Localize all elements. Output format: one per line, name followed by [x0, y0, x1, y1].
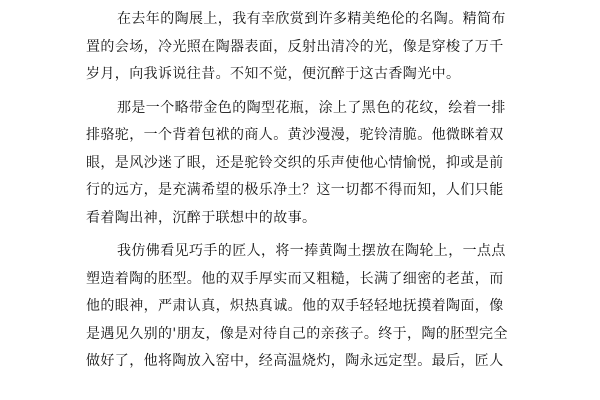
text-line: 在去年的陶展上，我有幸欣赏到许多精美绝伦的名陶。精简布 [117, 11, 506, 27]
text-line: 岁月，向我诉说往昔。不知不觉，便沉醉于这古香陶光中。 [86, 66, 461, 82]
article-body [86, 6, 520, 376]
text-line: 那是一个略带金色的陶型花瓶，涂上了黑色的花纹，绘着一排 [117, 99, 506, 116]
text-line: 眼，是风沙迷了眼，还是驼铃交织的乐声使他心情愉悦，抑或是前 [86, 154, 504, 171]
paragraph [86, 95, 520, 233]
text-line: 做好了，他将陶放入窑中，经高温烧灼，陶永远定型。最后，匠人 [86, 353, 504, 369]
text-line: 行的远方，是充满希望的极乐净土？这一切都不得而知，人们只能 [86, 182, 504, 198]
paragraph [86, 238, 520, 376]
text-line: 排骆驼，一个背着包袱的商人。黄沙漫漫，驼铃清脆。他微眯着双 [86, 127, 504, 143]
paragraph [86, 6, 520, 89]
text-line: 看着陶出神，沉醉于联想中的故事。 [86, 209, 317, 226]
text-line: 塑造着陶的胚型。他的双手厚实而又粗糙，长满了细密的老茧，而 [86, 270, 504, 287]
text-line: 置的会场，冷光照在陶器表面，反射出清冷的光，像是穿梭了万千 [86, 38, 504, 55]
text-line: 他的眼神，严肃认真，炽热真诚。他的双手轻轻地抚摸着陶面，像 [86, 298, 504, 314]
text-line: 我仿佛看见巧手的匠人，将一捧黄陶土摆放在陶轮上，一点点 [117, 243, 506, 259]
text-line: 是遇见久别的'朋友，像是对待自己的亲孩子。终于，陶的胚型完全 [86, 325, 508, 342]
